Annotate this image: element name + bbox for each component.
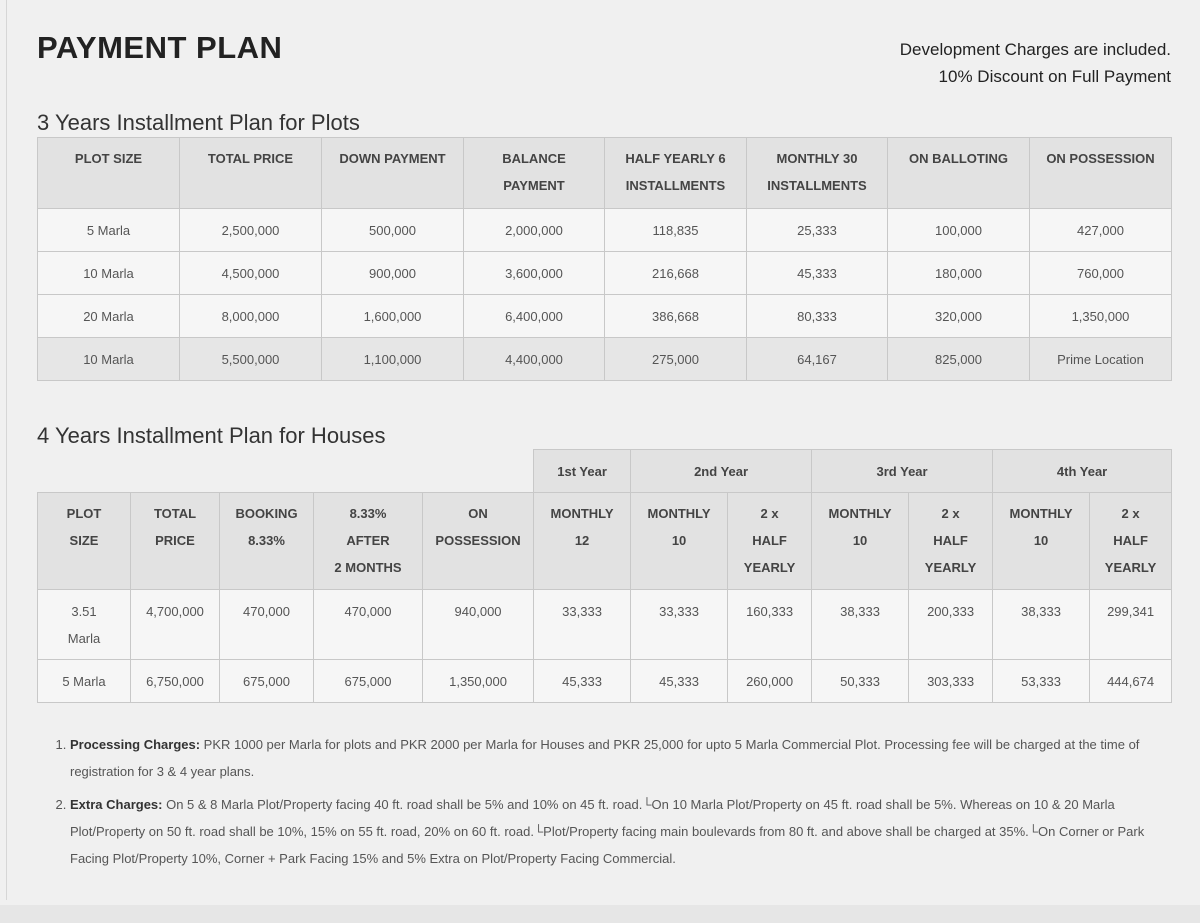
table-cell: 1,350,000 xyxy=(423,660,534,703)
cell-line: 2 x xyxy=(1121,506,1140,521)
table-cell: 8,000,000 xyxy=(180,295,322,338)
year-header-3rd-year: 3rd Year xyxy=(812,450,993,493)
cell-line: TOTAL xyxy=(153,506,197,521)
left-rule xyxy=(6,0,7,900)
cell-line: MONTHLY xyxy=(647,506,711,521)
table-row xyxy=(38,338,1172,381)
cell-line: PAYMENT xyxy=(503,178,565,193)
table-cell: 38,333 xyxy=(812,590,909,660)
houses-section-title: 4 Years Installment Plan for Houses xyxy=(37,423,386,448)
note-text: On 5 & 8 Marla Plot/Property facing 40 ft. road shall be 5% and 10% on 45 ft. road.└On 10 Marla Plot/Property on 45 ft. road shall be 5%. Whereas on 10 & 20 Marla Plot/Property on 50 ft. road shall be 10%, 15% on 55 ft. road, 20% on 60 ft. road.└Plot/Property facing main boulevards from 80 ft. and above shall be charged at 35%.└On Corner or Park Facing Plot/Property 10%, Corner + Park Facing 15% and 5% Extra on Plot/Property Facing Commercial. xyxy=(70,797,1145,866)
cell-line: PLOT SIZE xyxy=(74,151,143,166)
header-2-x-half-yearly xyxy=(728,493,812,590)
header-total-price xyxy=(180,138,322,209)
table-cell: 64,167 xyxy=(747,338,888,381)
table-cell: 2,000,000 xyxy=(464,209,605,252)
houses-year-row xyxy=(38,450,1172,493)
header-monthly-10 xyxy=(631,493,728,590)
table-row xyxy=(38,660,1172,703)
table-cell: 80,333 xyxy=(747,295,888,338)
table-cell: 200,333 xyxy=(909,590,993,660)
table-cell: 5 Marla xyxy=(38,660,131,703)
cell-line: HALF xyxy=(933,533,968,548)
cell-line: PRICE xyxy=(155,533,195,548)
header-on-possession xyxy=(423,493,534,590)
table-cell: 386,668 xyxy=(605,295,747,338)
notice-line-development: Development Charges are included. xyxy=(899,40,1171,59)
table-cell: 470,000 xyxy=(220,590,314,660)
table-cell: 275,000 xyxy=(605,338,747,381)
header-on-balloting xyxy=(888,138,1030,209)
cell-line: ON POSSESSION xyxy=(1046,151,1155,166)
note-item xyxy=(70,791,1177,872)
table-cell: 100,000 xyxy=(888,209,1030,252)
table-cell: 444,674 xyxy=(1090,660,1172,703)
header-balance-payment xyxy=(464,138,605,209)
page-title: PAYMENT PLAN xyxy=(37,30,283,65)
table-cell: 6,400,000 xyxy=(464,295,605,338)
cell-line: Marla xyxy=(67,631,101,646)
table-cell: 427,000 xyxy=(1030,209,1172,252)
table-cell: 2,500,000 xyxy=(180,209,322,252)
header-monthly-30-installments xyxy=(747,138,888,209)
houses-header-row xyxy=(38,493,1172,590)
table-cell: 5 Marla xyxy=(38,209,180,252)
table-cell: 53,333 xyxy=(993,660,1090,703)
year-header-4th-year: 4th Year xyxy=(993,450,1172,493)
cell-line: INSTALLMENTS xyxy=(767,178,867,193)
table-row xyxy=(38,252,1172,295)
year-row-spacer xyxy=(38,450,534,493)
table-cell: 675,000 xyxy=(220,660,314,703)
table-cell: 45,333 xyxy=(631,660,728,703)
table-cell: 45,333 xyxy=(747,252,888,295)
cell-line: YEARLY xyxy=(924,560,977,575)
table-cell: 38,333 xyxy=(993,590,1090,660)
cell-line: YEARLY xyxy=(743,560,796,575)
header-down-payment xyxy=(322,138,464,209)
table-cell: 1,600,000 xyxy=(322,295,464,338)
cell-line: HALF xyxy=(1113,533,1148,548)
table-cell: 45,333 xyxy=(534,660,631,703)
cell-line: TOTAL PRICE xyxy=(207,151,294,166)
table-cell: 900,000 xyxy=(322,252,464,295)
table-row xyxy=(38,295,1172,338)
table-cell: 160,333 xyxy=(728,590,812,660)
header-half-yearly-6-installments xyxy=(605,138,747,209)
table-cell: 3,600,000 xyxy=(464,252,605,295)
note-label: Extra Charges: xyxy=(70,797,163,812)
note-label: Processing Charges: xyxy=(70,737,201,752)
table-cell: 1,350,000 xyxy=(1030,295,1172,338)
table-cell: 4,500,000 xyxy=(180,252,322,295)
note-text: PKR 1000 per Marla for plots and PKR 2000 per Marla for Houses and PKR 25,000 for upto 5 Marla Commercial Plot. Processing fee will be charged at the time of registration for 3 & 4 year plans. xyxy=(70,737,1140,779)
table-cell: 500,000 xyxy=(322,209,464,252)
cell-line: 10 xyxy=(852,533,868,548)
plots-section-title: 3 Years Installment Plan for Plots xyxy=(37,110,360,135)
table-cell: 4,700,000 xyxy=(131,590,220,660)
note-item xyxy=(70,731,1177,785)
cell-line: DOWN PAYMENT xyxy=(339,151,446,166)
table-cell: 299,341 xyxy=(1090,590,1172,660)
table-cell: 760,000 xyxy=(1030,252,1172,295)
cell-line: 2 MONTHS xyxy=(334,560,402,575)
cell-line: 3.51 xyxy=(71,604,97,619)
cell-line: 2 x xyxy=(941,506,960,521)
cell-line: POSSESSION xyxy=(435,533,521,548)
table-cell xyxy=(38,590,131,660)
table-cell: 10 Marla xyxy=(38,252,180,295)
cell-line: 8.33% xyxy=(349,506,387,521)
year-header-2nd-year: 2nd Year xyxy=(631,450,812,493)
year-header-1st-year: 1st Year xyxy=(534,450,631,493)
table-cell: 25,333 xyxy=(747,209,888,252)
table-cell: 118,835 xyxy=(605,209,747,252)
notice-block xyxy=(900,36,1171,90)
header-2-x-half-yearly xyxy=(909,493,993,590)
table-cell: 260,000 xyxy=(728,660,812,703)
plots-header-row xyxy=(38,138,1172,209)
cell-line: 10 xyxy=(671,533,687,548)
bottom-band xyxy=(0,905,1200,923)
header-monthly-10 xyxy=(993,493,1090,590)
houses-installment-table xyxy=(37,449,1172,703)
cell-line: 12 xyxy=(574,533,590,548)
table-cell: 20 Marla xyxy=(38,295,180,338)
cell-line: 10 xyxy=(1033,533,1049,548)
cell-line: ON BALLOTING xyxy=(909,151,1008,166)
table-cell: 303,333 xyxy=(909,660,993,703)
table-cell: 940,000 xyxy=(423,590,534,660)
header-monthly-10 xyxy=(812,493,909,590)
table-cell: 216,668 xyxy=(605,252,747,295)
header-monthly-12 xyxy=(534,493,631,590)
table-cell: 825,000 xyxy=(888,338,1030,381)
cell-line: ON xyxy=(468,506,488,521)
notice-line-discount: 10% Discount on Full Payment xyxy=(938,67,1171,86)
cell-line: MONTHLY xyxy=(828,506,892,521)
header-on-possession xyxy=(1030,138,1172,209)
cell-line: PLOT xyxy=(66,506,102,521)
notes-list xyxy=(52,731,1177,878)
table-cell: 10 Marla xyxy=(38,338,180,381)
header-total-price xyxy=(131,493,220,590)
header-8-33-after-2-months xyxy=(314,493,423,590)
table-cell: 1,100,000 xyxy=(322,338,464,381)
cell-line: MONTHLY xyxy=(1009,506,1073,521)
header-2-x-half-yearly xyxy=(1090,493,1172,590)
cell-line: YEARLY xyxy=(1104,560,1157,575)
plots-installment-table xyxy=(37,137,1172,381)
table-cell: Prime Location xyxy=(1030,338,1172,381)
header-booking-8-33 xyxy=(220,493,314,590)
table-cell: 6,750,000 xyxy=(131,660,220,703)
table-cell: 4,400,000 xyxy=(464,338,605,381)
table-cell: 50,333 xyxy=(812,660,909,703)
cell-line: MONTHLY xyxy=(550,506,614,521)
table-cell: 675,000 xyxy=(314,660,423,703)
cell-line: HALF YEARLY 6 xyxy=(625,151,726,166)
cell-line: AFTER xyxy=(346,533,390,548)
cell-line: BALANCE xyxy=(502,151,566,166)
table-row xyxy=(38,209,1172,252)
table-cell: 33,333 xyxy=(534,590,631,660)
cell-line: MONTHLY 30 xyxy=(776,151,858,166)
cell-line: 2 x xyxy=(760,506,779,521)
cell-line: INSTALLMENTS xyxy=(625,178,726,193)
table-cell: 180,000 xyxy=(888,252,1030,295)
table-cell: 5,500,000 xyxy=(180,338,322,381)
cell-line: SIZE xyxy=(69,533,99,548)
header-plot-size xyxy=(38,138,180,209)
table-cell: 320,000 xyxy=(888,295,1030,338)
table-cell: 470,000 xyxy=(314,590,423,660)
header-plot-size xyxy=(38,493,131,590)
cell-line: HALF xyxy=(752,533,787,548)
table-cell: 33,333 xyxy=(631,590,728,660)
cell-line: 8.33% xyxy=(248,533,285,548)
cell-line: BOOKING xyxy=(235,506,298,521)
table-row xyxy=(38,590,1172,660)
